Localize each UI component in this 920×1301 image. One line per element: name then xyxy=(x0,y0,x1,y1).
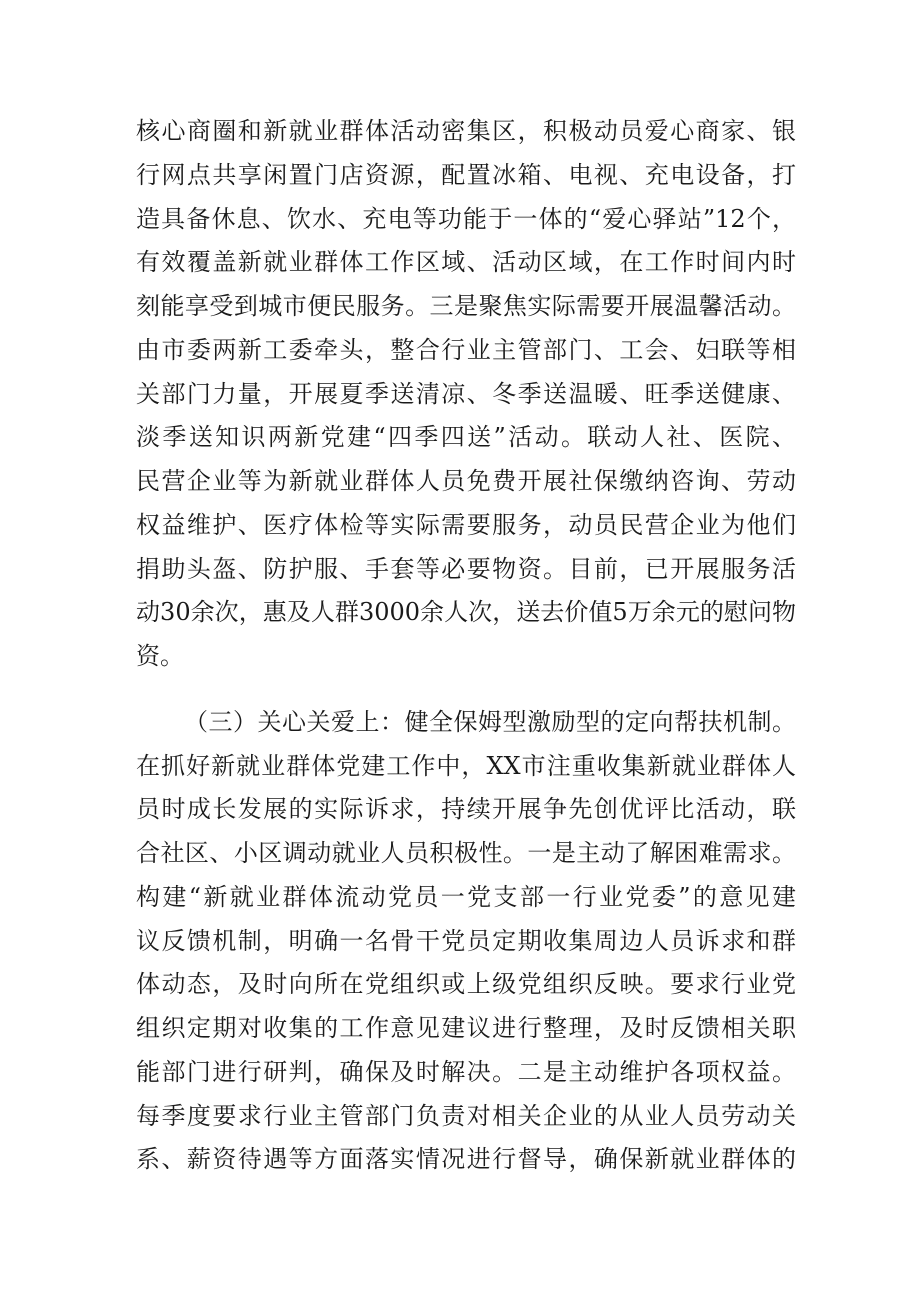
section-heading-line: （三）关心关爱上：健全保姆型激励型的定向帮扶机制。 xyxy=(184,707,796,736)
text-line: 核心商圈和新就业群体活动密集区，积极动员爱心商家、银 xyxy=(136,117,796,145)
text-line: 体动态，及时向所在党组织或上级党组织反映。要求行业党 xyxy=(136,970,796,999)
text-line: 行网点共享闲置门店资源，配置冰箱、电视、充电设备，打 xyxy=(136,160,796,189)
paragraph-1 xyxy=(136,110,796,679)
text-line: 组织定期对收集的工作意见建议进行整理，及时反馈相关职 xyxy=(136,1014,796,1042)
text-line: 淡季送知识两新党建“四季四送”活动。联动人社、医院、 xyxy=(136,423,796,452)
text-line: 动30余次，惠及人群3000余人次，送去价值5万余元的慰问物 xyxy=(136,598,796,627)
text-line: 民营企业等为新就业群体人员免费开展社保缴纳咨询、劳动 xyxy=(136,467,796,495)
text-line: 议反馈机制，明确一名骨干党员定期收集周边人员诉求和群 xyxy=(136,926,796,955)
text-line: 刻能享受到城市便民服务。三是聚焦实际需要开展温馨活动。 xyxy=(136,292,796,320)
text-line: 每季度要求行业主管部门负责对相关企业的从业人员劳动关 xyxy=(136,1101,796,1130)
text-line: 系、薪资待遇等方面落实情况进行督导，确保新就业群体的 xyxy=(136,1145,796,1174)
text-line: 由市委两新工委牵头，整合行业主管部门、工会、妇联等相 xyxy=(136,335,796,364)
paragraph-spacer xyxy=(136,679,796,701)
text-line: 能部门进行研判，确保及时解决。二是主动维护各项权益。 xyxy=(136,1057,796,1086)
text-line: 合社区、小区调动就业人员积极性。一是主动了解困难需求。 xyxy=(136,839,796,867)
text-line: 权益维护、医疗体检等实际需要服务，动员民营企业为他们 xyxy=(136,510,796,539)
text-line: 捐助头盔、防护服、手套等必要物资。目前，已开展服务活 xyxy=(136,554,796,583)
text-line: 资。 xyxy=(136,642,184,670)
text-line: 员时成长发展的实际诉求，持续开展争先创优评比活动，联 xyxy=(136,795,796,824)
text-line: 造具备休息、饮水、充电等功能于一体的“爱心驿站”12个， xyxy=(136,204,796,233)
paragraph-2 xyxy=(136,701,796,1182)
document-body xyxy=(136,110,796,1182)
text-line: 关部门力量，开展夏季送清凉、冬季送温暖、旺季送健康、 xyxy=(136,379,796,408)
text-line: 构建“新就业群体流动党员一党支部一行业党委”的意见建 xyxy=(136,882,796,911)
text-line: 有效覆盖新就业群体工作区域、活动区域，在工作时间内时 xyxy=(136,248,796,277)
text-line: 在抓好新就业群体党建工作中，XX市注重收集新就业群体人 xyxy=(136,751,796,780)
